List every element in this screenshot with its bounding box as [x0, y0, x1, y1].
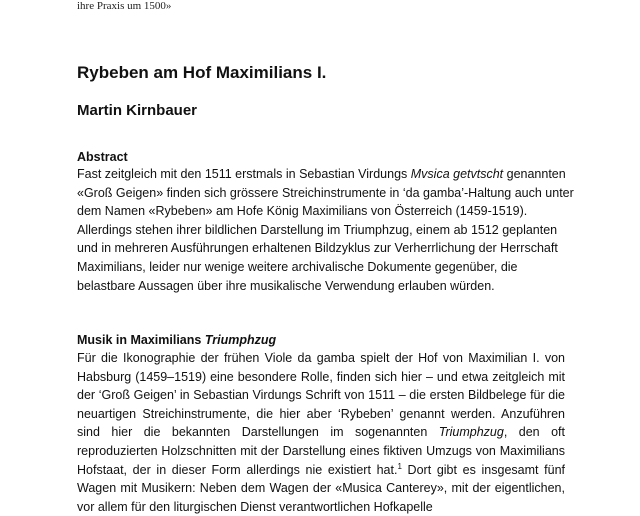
body-text-part: , den oft reproduzierten Holzschnitten mit der Darstellung eines fiktiven Umzugs von Maximilians Hofstaat, der in dieser Form allerdings nie existiert hat. [77, 425, 565, 477]
section-heading-text: Musik in Maximilians [77, 333, 205, 347]
article-title: Rybeben am Hof Maximilians I. [77, 63, 327, 82]
abstract-text-part: genannten «Groß Geigen» finden sich grössere Streichinstrumente in ‘da gamba’-Haltung auch unter dem Namen «Rybeben» am Hofe König Maximilians von Österreich (1459-1519). Allerdings stehen ihrer bildlichen Darstellung im Triumphzug, einem ab 1512 geplanten und in mehreren Ausführungen erhaltenen Bildzyklus zur Verherrlichung der Herrschaft Maximilians, leider nur wenige weitere archivalische Dokumente gegenüber, die belastbare Aussagen über ihre musikalische Verwendung erlauben würden. [77, 167, 574, 293]
body-paragraph [77, 349, 565, 516]
section-heading [77, 332, 276, 348]
running-head: ihre Praxis um 1500» [77, 0, 172, 12]
abstract-text-part: Fast zeitgleich mit den 1511 erstmals in Sebastian Virdungs [77, 167, 411, 181]
body-italic-term: Triumphzug [438, 425, 504, 440]
body-text-part: Dort gibt es insgesamt fünf Wagen mit Musikern: Neben dem Wagen der «Musica Canterey», mit der eigentlichen, vor allem für den liturgischen Dienst verantwortlichen Hofkapelle [77, 462, 565, 514]
abstract-text [77, 165, 577, 295]
abstract-heading: Abstract [77, 150, 128, 164]
footnote-reference[interactable]: 1 [397, 461, 402, 471]
abstract-italic-title: Mvsica getvtscht [410, 167, 504, 181]
section-heading-italic: Triumphzug [204, 333, 277, 347]
author-name: Martin Kirnbauer [77, 102, 198, 119]
body-text-part: Für die Ikonographie der frühen Viole da gamba spielt der Hof von Maximilian I. von Habsburg (1459–1519) eine besondere Rolle, finden sich hier – und etwa zeitgleich mit der ‘Groß Geigen’ in Sebastian Virdungs Schrift von 1511 – die ersten Bildbelege für die neuartigen Streichinstrumente, die hier aber ‘Rybeben’ genannt werden. Anzuführen sind hier die bekannten Darstellungen im sogenannten [77, 351, 565, 440]
